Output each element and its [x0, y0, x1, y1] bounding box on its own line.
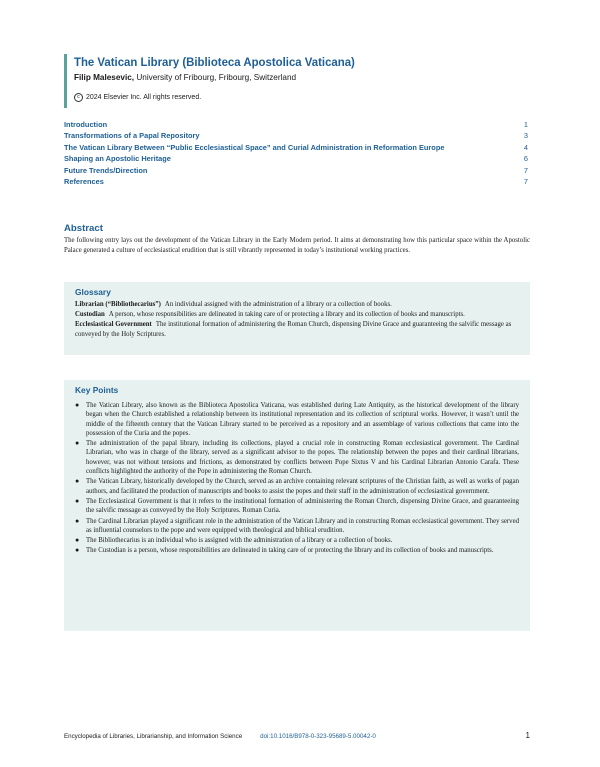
- author-affiliation: University of Fribourg, Fribourg, Switzerland: [136, 73, 297, 82]
- glossary-definition: An individual assigned with the administration of a library or a collection of books.: [164, 301, 392, 308]
- copyright-icon: c: [74, 93, 83, 102]
- bullet-icon: ●: [75, 546, 80, 555]
- bullet-icon: ●: [75, 439, 80, 448]
- title-accent-bar: [64, 54, 67, 108]
- copyright-line: [74, 93, 201, 102]
- copyright-text: 2024 Elsevier Inc. All rights reserved.: [86, 94, 202, 101]
- toc-label[interactable]: Transformations of a Papal Repository: [64, 131, 200, 141]
- key-point-text: The Custodian is a person, whose responsibilities are delineated in taking care of or protecting the library and its collection of books and manuscripts.: [86, 547, 494, 555]
- toc-label[interactable]: Introduction: [64, 120, 108, 129]
- glossary-definition: A person, whose responsibilities are delineated in taking care of or protecting a library and its collection of books and manuscripts.: [108, 311, 465, 318]
- key-points-box: [64, 380, 530, 631]
- toc-item[interactable]: [64, 142, 528, 153]
- toc-label[interactable]: The Vatican Library Between “Public Ecclesiastical Space” and Curial Administration in Reformation Europe: [64, 142, 445, 152]
- glossary-term: Librarian (“Bibliothecarius”): [75, 301, 161, 308]
- list-item: [75, 497, 519, 516]
- key-point-text: The Cardinal Librarian played a significant role in the administration of the Vatican Library and in constructing Roman ecclesiastical government. They served as influential counselors to the pope and were equipped with theological and biblical erudition.: [86, 517, 519, 534]
- glossary-term: Ecclesiastical Government: [75, 321, 152, 328]
- bullet-icon: ●: [75, 496, 80, 505]
- glossary-definition: The institutional formation of administering the Roman Church, dispensing Divine Grace and guaranteeing the salvific message as conveyed by the Holy Scriptures.: [75, 321, 512, 338]
- toc-item[interactable]: [64, 130, 528, 141]
- toc-page: 7: [523, 165, 528, 175]
- key-point-text: The Bibliothecarius is an individual who is assigned with the administration of a library or a collection of books.: [86, 537, 393, 545]
- glossary-entry: [75, 310, 519, 320]
- bullet-icon: ●: [75, 516, 80, 525]
- table-of-contents: [64, 119, 528, 187]
- key-point-text: The administration of the papal library, including its collections, played a crucial role in constructing Roman ecclesiastical government. The Cardinal Librarian, who was in charge of the library, served as a significant advisor to the popes. The relationship between the popes and their cardinal librarians, however, was not without tensions and frictions, as demonstrated by conflicts between Pope Sixtus V and his Cardinal Librarian Antonio Carafa. These conflicts highlighted the authority of the Pope in administering the Roman Church.: [86, 440, 519, 476]
- toc-item[interactable]: [64, 176, 528, 187]
- key-points-list: [75, 401, 519, 556]
- glossary-heading: Glossary: [75, 287, 111, 297]
- toc-label[interactable]: References: [64, 176, 104, 186]
- toc-page: 4: [523, 142, 528, 152]
- key-point-text: The Ecclesiastical Government is that it refers to the institutional formation of administering the Roman Church, dispensing Divine Grace, and guaranteeing the salvific message as conveyed by the Holy Scriptures. Roman Curia.: [86, 497, 519, 515]
- page-number: 1: [525, 731, 530, 740]
- journal-name: Encyclopedia of Libraries, Librarianship, and Information Science: [64, 733, 243, 740]
- doi-link[interactable]: doi:10.1016/B978-0-323-95689-5.00042-0: [260, 733, 376, 740]
- key-point-text: The Vatican Library, historically developed by the Church, served as an archive containing relevant scriptures of the Christian faith, as well as works of pagan authors, and facilitated the production of manuscripts and books to assist the popes and their staff in the administration of ecclesiastical government.: [86, 478, 519, 495]
- toc-page: 7: [523, 176, 528, 186]
- list-item: [75, 536, 519, 545]
- toc-item[interactable]: [64, 153, 528, 164]
- list-item: [75, 517, 519, 536]
- list-item: [75, 439, 519, 476]
- toc-page: 6: [523, 154, 528, 164]
- abstract-heading: Abstract: [64, 223, 103, 234]
- list-item: [75, 477, 519, 496]
- glossary-entry: [75, 320, 519, 340]
- author-name: Filip Malesevic,: [74, 73, 135, 82]
- bullet-icon: ●: [75, 401, 80, 409]
- key-point-text: The Vatican Library, also known as the Biblioteca Apostolica Vaticana, was established during Late Antiquity, as the historical development of the library began when the Church established a relationship between its institutional representation and its collection of scriptural works. However, it wasn’t until the middle of the fifteenth century that the Vatican Library started to be perceived as a repository and an assemblage of various collections that came into the possession of the Curia and the popes.: [86, 402, 519, 437]
- list-item: [75, 401, 519, 438]
- page-footer: [64, 731, 530, 740]
- glossary-box: [64, 282, 530, 355]
- author-line: [74, 73, 296, 82]
- toc-item[interactable]: [64, 165, 528, 176]
- bullet-icon: ●: [75, 477, 80, 486]
- toc-page: 3: [523, 131, 528, 141]
- key-points-heading: Key Points: [75, 385, 119, 395]
- toc-label[interactable]: Future Trends/Direction: [64, 165, 148, 175]
- bullet-icon: ●: [75, 536, 80, 545]
- glossary-term: Custodian: [75, 311, 105, 318]
- article-title: The Vatican Library (Biblioteca Apostolica Vaticana): [74, 55, 355, 69]
- list-item: [75, 546, 519, 555]
- glossary-entry: [75, 300, 519, 310]
- toc-page: 1: [523, 120, 528, 129]
- toc-item[interactable]: [64, 119, 528, 130]
- abstract-text: The following entry lays out the development of the Vatican Library in the Early Modern period. It aims at demonstrating how this particular space within the Apostolic Palace generated a culture of ecclesiastical erudition that is still vibrantly represented in today’s institutional working practices.: [64, 237, 530, 254]
- toc-label[interactable]: Shaping an Apostolic Heritage: [64, 154, 171, 164]
